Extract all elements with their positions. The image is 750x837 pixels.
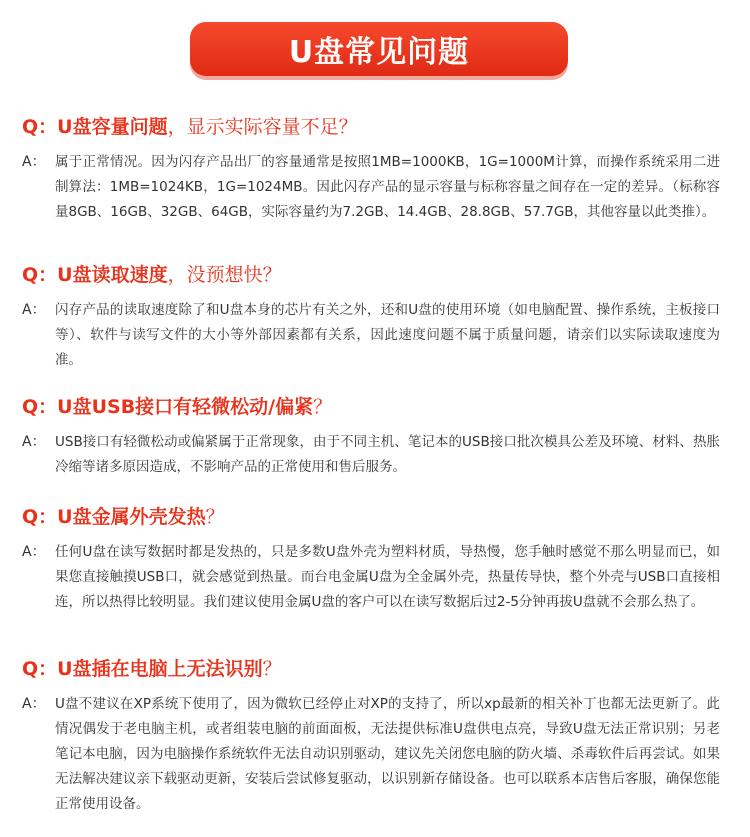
question-rest: ，没预想快？ [167, 264, 282, 286]
question-prefix: Q： [22, 116, 58, 138]
answer-text: 任何U盘在读写数据时都是发热的，只是多数U盘外壳为塑料材质，导热慢，您手触时感觉不那么明显而已，如果您直接触摸USB口，就会感觉到热量。而台电金属U盘为全金属外壳，热量传导快，整个外壳与USB口直接相连，所以热得比较明显。我们建议使用金属U盘的客户可以在读写数据后过2-5分钟再拔U盘就不会那么热了。 [55, 544, 720, 610]
question-prefix: Q： [22, 264, 58, 286]
answer-label: A： [22, 696, 46, 712]
question-keyword: U盘金属外壳发热 [57, 506, 206, 528]
question-prefix: Q： [22, 396, 58, 418]
answer-text: U盘不建议在XP系统下使用了，因为微软已经停止对XP的支持了，所以xp最新的相关补丁也都无法更新了。此情况偶发于老电脑主机，或者组装电脑的前面面板，无法提供标准U盘供电点亮，导致U盘无法正常识别；另老笔记本电脑，因为电脑操作系统软件无法自动识别驱动，建议先关闭您电脑的防火墙、杀毒软件后再尝试。如果无法解决建议亲下载驱动更新，安装后尝试修复驱动，以识别新存储设备。也可以联系本店售后客服，确保您能正常使用设备。 [55, 696, 720, 812]
answer-label: A： [22, 154, 46, 170]
title-pill [190, 22, 568, 76]
question [22, 262, 282, 288]
question [22, 394, 332, 420]
question-prefix: Q： [22, 658, 58, 680]
answer-text: 闪存产品的读取速度除了和U盘本身的芯片有关之外，还和U盘的使用环境（如电脑配置、操作系统，主板接口等）、软件与读写文件的大小等外部因素都有关系，因此速度问题不属于质量问题，请亲们以实际读取速度为准。 [55, 302, 720, 368]
question-keyword: U盘读取速度 [57, 264, 168, 286]
question-keyword: U盘容量问题 [57, 116, 168, 138]
question-keyword: U盘插在电脑上无法识别 [57, 658, 263, 680]
question-rest: ？ [313, 396, 333, 418]
question-rest: ？ [262, 658, 282, 680]
question-prefix: Q： [22, 506, 58, 528]
answer-text: 属于正常情况。因为闪存产品出厂的容量通常是按照1MB=1000KB，1G=1000M计算，而操作系统采用二进制算法：1MB=1024KB，1G=1024MB。因此闪存产品的显示容量与标称容量之间存在一定的差异。（标称容量8GB、16GB、32GB、64GB，实际容量约为7.2GB、14.4GB、28.8GB、57.7GB，其他容量以此类推）。 [55, 154, 720, 220]
question-keyword: U盘USB接口有轻微松动/偏紧 [57, 396, 314, 418]
question [22, 656, 282, 682]
question [22, 504, 225, 530]
title-banner [190, 22, 568, 80]
question [22, 114, 358, 140]
answer-label: A： [22, 434, 46, 450]
answer-text: USB接口有轻微松动或偏紧属于正常现象，由于不同主机、笔记本的USB接口批次模具公差及环境、材料、热胀冷缩等诸多原因造成，不影响产品的正常使用和售后服务。 [55, 434, 720, 475]
answer-label: A： [22, 302, 46, 318]
page-title: U盘常见问题 [288, 35, 470, 70]
question-rest: ，显示实际容量不足？ [167, 116, 358, 138]
answer-label: A： [22, 544, 46, 560]
question-rest: ？ [205, 506, 225, 528]
